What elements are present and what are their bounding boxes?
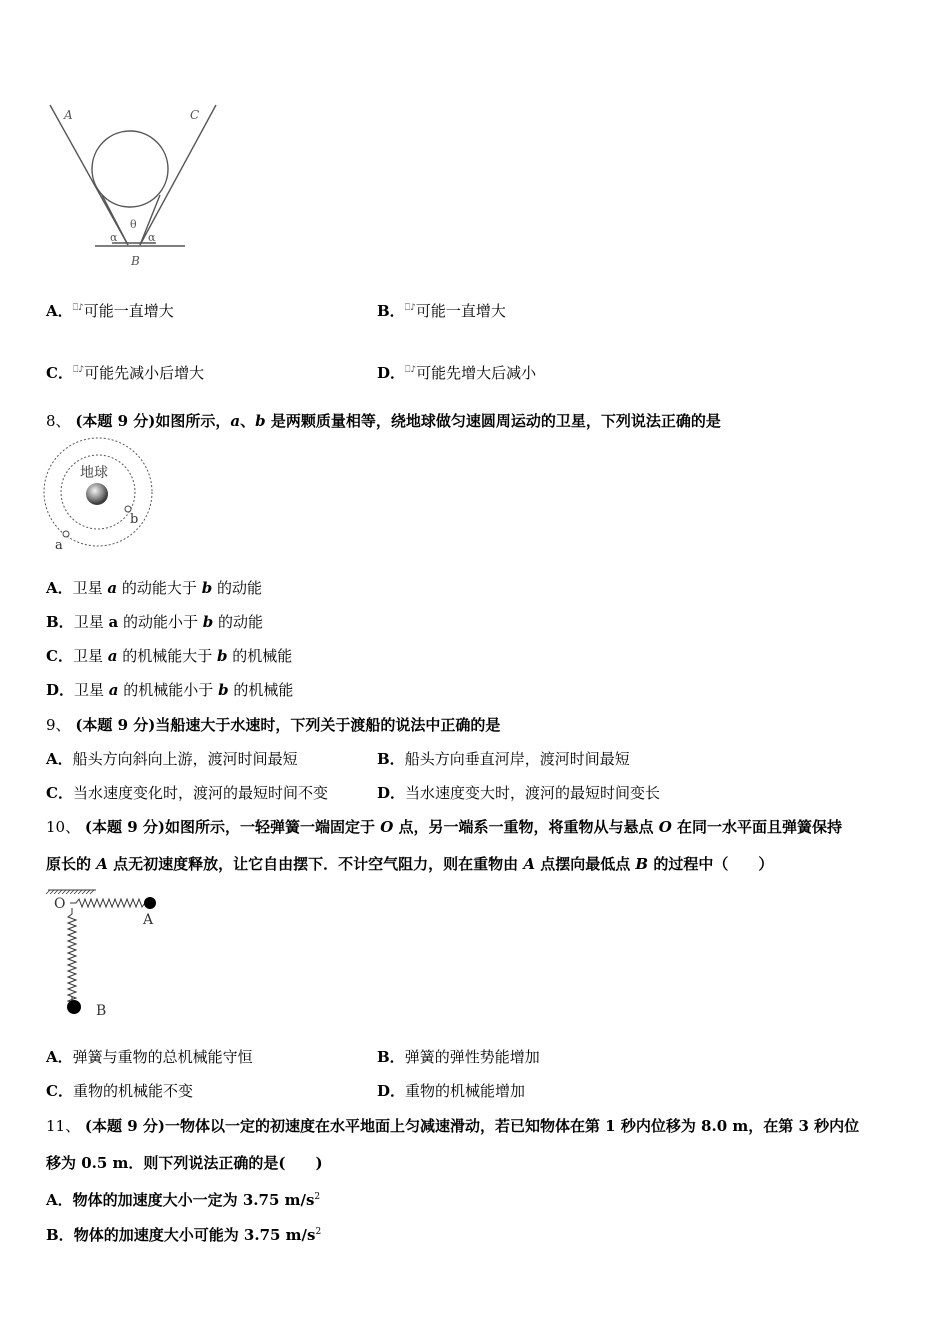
q9-option-b[interactable] [377, 749, 630, 769]
option-text: 的机械能小于 [118, 681, 219, 699]
question-number: 9、 [46, 716, 71, 734]
var-b: b [201, 579, 213, 597]
option-letter: A． [46, 302, 73, 320]
question-text: (本题 9 分)如图所示， [75, 412, 231, 430]
option-text: 的动能 [212, 579, 262, 597]
q10-option-d[interactable] [377, 1081, 525, 1101]
option-letter: B． [46, 1226, 74, 1244]
q8-option-d[interactable] [46, 680, 293, 700]
option-letter: D． [377, 784, 406, 802]
q7-option-b[interactable] [377, 298, 506, 321]
earth [86, 483, 108, 505]
option-text: 的动能大于 [117, 579, 202, 597]
var-a: A [96, 855, 108, 873]
option-letter: A． [46, 1191, 73, 1209]
option-text: 重物的机械能增加 [405, 1082, 526, 1100]
option-text: 的动能 [213, 613, 264, 631]
var-o: O [658, 818, 672, 836]
question-text-rest: 是两颗质量相等，绕地球做匀速圆周运动的卫星，下列说法正确的是 [265, 412, 721, 430]
fig10-label-a: A [143, 912, 154, 928]
question-text: 点，另一端系一重物，将重物从与悬点 [393, 818, 659, 836]
q9-option-c[interactable] [46, 783, 328, 803]
var-a: a [108, 681, 119, 699]
separator: 、 [240, 412, 256, 430]
option-text: 卫星 [73, 613, 109, 631]
option-text: 物体的加速度大小可能为 3.75 m/s [73, 1226, 316, 1244]
q7-option-c[interactable] [46, 360, 204, 383]
var-o: O [380, 818, 394, 836]
var-b: b [255, 412, 266, 430]
question-number: 8、 [46, 412, 71, 430]
q11-stem-line2 [46, 1153, 323, 1173]
q10-stem-line1 [46, 817, 842, 837]
formula-glyph: ⎕♪ [405, 365, 417, 375]
option-text: 当水速度变化时，渡河的最短时间不变 [72, 784, 328, 802]
q8-option-a[interactable] [46, 578, 262, 598]
option-text: 可能一直增大 [83, 302, 174, 320]
fig10-label-b: B [96, 1003, 107, 1019]
var-a: a [108, 613, 119, 631]
var-b: b [218, 681, 229, 699]
option-text: 可能一直增大 [415, 302, 506, 320]
option-text: 卫星 [74, 681, 109, 699]
q9-option-d[interactable] [377, 783, 660, 803]
satellite-b-label: b [130, 512, 139, 527]
fig10-label-o: O [54, 896, 66, 912]
question-text: 原长的 [46, 855, 97, 873]
option-letter: A． [46, 1048, 73, 1066]
fig7-label-b: B [131, 254, 140, 268]
option-text: 物体的加速度大小一定为 3.75 m/s [72, 1191, 315, 1209]
option-letter: C． [46, 1082, 73, 1100]
question-text: (本题 9 分)一物体以一定的初速度在水平地面上匀减速滑动，若已知物体在第 1 秒内位移为 8.0 m，在第 3 秒内位 [84, 1117, 860, 1135]
option-text: 卫星 [72, 579, 108, 597]
q9-option-a[interactable] [46, 749, 298, 769]
fig7-label-c: C [190, 108, 200, 122]
question-text: 移为 0.5 m．则下列说法正确的是( ) [46, 1154, 323, 1172]
q8-stem [46, 411, 721, 431]
question-text: 的过程中（ ） [648, 855, 774, 873]
satellite-a [63, 531, 69, 537]
q8-figure [40, 436, 160, 558]
option-text: 弹簧与重物的总机械能守恒 [72, 1048, 253, 1066]
horizontal-spring [70, 899, 148, 907]
question-text: 点无初速度释放，让它自由摆下．不计空气阻力，则在重物由 [107, 855, 524, 873]
q11-option-a[interactable] [46, 1187, 320, 1210]
q8-option-c[interactable] [46, 646, 292, 666]
question-text: (本题 9 分)如图所示，一轻弹簧一端固定于 [84, 818, 381, 836]
q10-option-c[interactable] [46, 1081, 193, 1101]
fig7-label-alpha-right: α [148, 231, 156, 244]
option-letter: B． [377, 302, 405, 320]
q10-stem-line2 [46, 854, 773, 874]
q11-option-b[interactable] [46, 1222, 321, 1245]
var-b: B [635, 855, 649, 873]
superscript: 2 [315, 1227, 322, 1237]
var-b: b [202, 613, 214, 631]
right-board [140, 105, 216, 245]
option-letter: D． [377, 1082, 406, 1100]
q9-stem [46, 715, 500, 735]
option-letter: A． [46, 750, 73, 768]
option-letter: B． [377, 750, 405, 768]
option-text: 卫星 [72, 647, 108, 665]
formula-glyph: ⎕♪ [72, 365, 85, 375]
q7-option-d[interactable] [377, 360, 536, 383]
question-text: (本题 9 分)当船速大于水速时，下列关于渡船的说法中正确的是 [75, 716, 501, 734]
option-text: 重物的机械能不变 [72, 1082, 193, 1100]
option-text: 的动能小于 [118, 613, 203, 631]
question-number: 11、 [46, 1117, 81, 1135]
vertical-spring [68, 908, 76, 1007]
q8-option-b[interactable] [46, 612, 263, 632]
option-text: 船头方向斜向上游，渡河时间最短 [72, 750, 298, 768]
var-a: A [523, 855, 535, 873]
option-text: 的机械能 [228, 681, 294, 699]
q7-figure [40, 95, 230, 275]
satellite-a-label: a [55, 538, 63, 553]
question-text: 在同一水平面且弹簧保持 [671, 818, 843, 836]
option-letter: C． [46, 784, 73, 802]
fig7-label-theta: θ [130, 218, 137, 231]
fig7-label-alpha-left: α [110, 231, 118, 244]
q11-stem-line1 [46, 1116, 859, 1136]
option-letter: D． [377, 364, 406, 382]
weight-at-a [144, 897, 156, 909]
option-letter: B． [46, 613, 74, 631]
option-letter: C． [46, 647, 73, 665]
option-text: 当水速度变大时，渡河的最短时间变长 [405, 784, 661, 802]
option-letter: A． [46, 579, 73, 597]
question-number: 10、 [46, 818, 81, 836]
var-a: a [230, 412, 241, 430]
option-text: 的机械能 [227, 647, 293, 665]
option-letter: D． [46, 681, 75, 699]
formula-glyph: ⎕♪ [72, 303, 84, 313]
var-b: b [217, 647, 228, 665]
q7-option-a[interactable] [46, 298, 174, 321]
fig7-label-a: A [64, 108, 73, 122]
option-text: 的机械能大于 [117, 647, 218, 665]
var-a: a [107, 647, 118, 665]
ball [92, 131, 168, 207]
q10-option-b[interactable] [377, 1047, 540, 1067]
option-text: 船头方向垂直河岸，渡河时间最短 [404, 750, 630, 768]
option-text: 可能先减小后增大 [84, 364, 205, 382]
option-letter: C． [46, 364, 73, 382]
option-letter: B． [377, 1048, 405, 1066]
question-text: 点摆向最低点 [534, 855, 636, 873]
option-text: 弹簧的弹性势能增加 [404, 1048, 540, 1066]
earth-label: 地球 [80, 465, 108, 481]
superscript: 2 [314, 1192, 321, 1202]
option-text: 可能先增大后减小 [416, 364, 537, 382]
q10-figure [44, 884, 174, 1024]
formula-glyph: ⎕♪ [404, 303, 416, 313]
weight-at-b [67, 1000, 81, 1014]
var-a: a [107, 579, 118, 597]
q10-option-a[interactable] [46, 1047, 253, 1067]
